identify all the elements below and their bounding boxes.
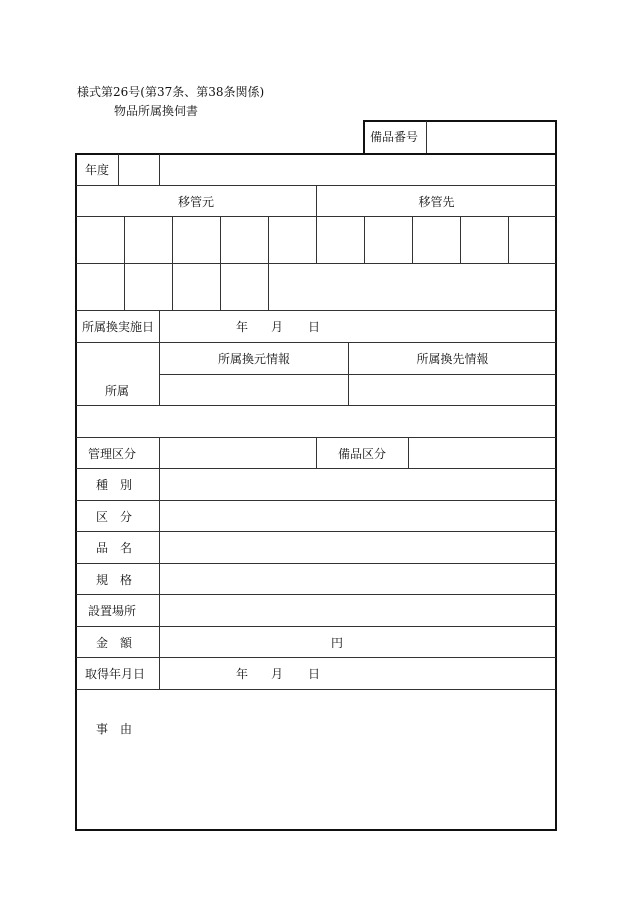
affiliation-label: 所属 [105,384,130,398]
location-label: 設置場所 [88,604,137,618]
transfer-to-label: 移管先 [418,195,455,209]
acquisition-date-field[interactable] [160,658,556,689]
transfer-code-cells[interactable] [76,217,556,263]
classification-label: 区 分 [96,510,133,524]
source-info-label: 所属換元情報 [217,352,290,366]
equipment-number-field[interactable] [428,122,555,153]
transfer-date-year: 年 [236,320,249,334]
location-field[interactable] [160,595,556,626]
type-label: 種 別 [96,478,133,492]
reason-field[interactable] [76,690,556,829]
yen-unit: 円 [331,636,344,650]
transfer-date-month: 月 [271,320,284,334]
fiscal-year-extra-field[interactable] [160,155,555,184]
equipment-number-label: 備品番号 [370,130,419,144]
fiscal-year-field[interactable] [119,155,158,184]
transfer-from-label: 移管元 [177,195,214,209]
amount-label: 金 額 [96,636,133,650]
acquisition-date-label: 取得年月日 [85,667,146,681]
transfer-code-cells-second-row[interactable] [76,264,556,310]
equipment-category-label: 備品区分 [338,447,387,461]
form-number: 様式第26号(第37条、第38条関係) [77,85,265,99]
item-name-label: 品 名 [96,541,133,555]
spec-label: 規 格 [96,573,133,587]
item-name-field[interactable] [160,532,556,563]
management-category-field[interactable] [160,438,316,468]
amount-field[interactable] [160,627,556,657]
transfer-date-day: 日 [308,320,321,334]
acquisition-date-month: 月 [271,667,284,681]
acquisition-date-year: 年 [236,667,249,681]
fiscal-year-label: 年度 [85,163,110,177]
equipment-category-field[interactable] [409,438,556,468]
spec-field[interactable] [160,564,556,594]
document-title: 物品所属換伺書 [114,104,199,118]
transfer-date-label: 所属換実施日 [82,320,155,334]
management-category-label: 管理区分 [88,447,137,461]
dest-affiliation-field[interactable] [349,375,556,405]
transfer-date-field[interactable] [160,311,556,342]
source-affiliation-field[interactable] [160,375,348,405]
acquisition-date-day: 日 [308,667,321,681]
type-field[interactable] [160,469,556,500]
classification-field[interactable] [160,501,556,531]
dest-info-label: 所属換先情報 [416,352,489,366]
equipment-number-divider [426,121,427,154]
blank-row-field[interactable] [76,406,556,437]
reason-label: 事 由 [96,722,133,736]
